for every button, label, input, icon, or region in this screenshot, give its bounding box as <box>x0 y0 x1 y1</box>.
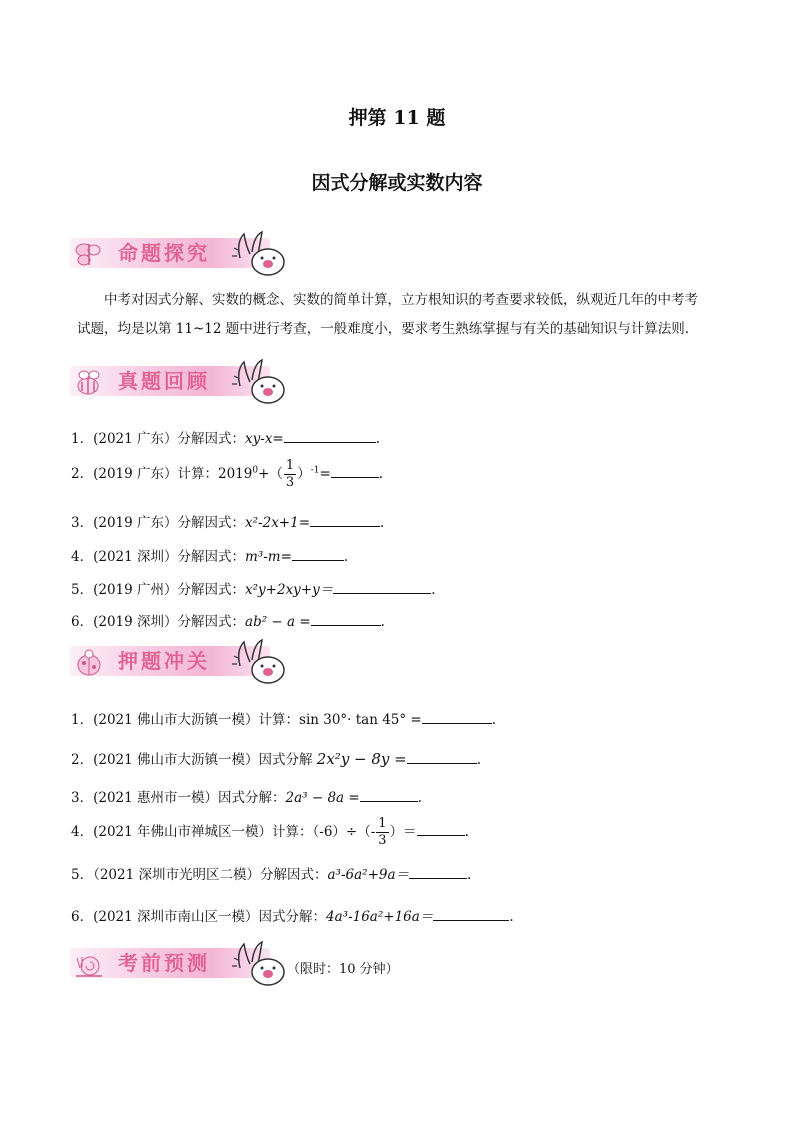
question-end: . <box>375 431 381 447</box>
snail-icon <box>72 948 106 980</box>
review-question-4 <box>71 545 348 565</box>
question-end: . <box>417 790 422 806</box>
operator: +（ <box>258 466 283 482</box>
answer-blank[interactable] <box>422 709 492 724</box>
section-title: 命题探究 <box>118 241 210 265</box>
review-question-3 <box>71 511 384 531</box>
paren: ）＝ <box>389 824 417 840</box>
question-end: . <box>491 712 497 728</box>
question-prefix: 2．(2019 广东）计算：2019 <box>71 466 253 482</box>
answer-blank[interactable] <box>284 428 376 443</box>
question-expression: x²-2x+1= <box>245 515 311 531</box>
question-expression: 4a³-16a²+16a＝ <box>326 909 434 925</box>
question-end: . <box>380 515 385 531</box>
question-end: . <box>431 582 436 598</box>
answer-blank[interactable] <box>331 463 379 478</box>
question-expression: 2a³ − 8a = <box>285 790 360 806</box>
question-prefix: 6．(2021 深圳市南山区一模）因式分解： <box>71 909 327 925</box>
exponent: 0 <box>252 465 259 476</box>
section-banner-3 <box>70 638 285 686</box>
practice-question-5 <box>71 863 471 883</box>
fraction <box>376 816 388 849</box>
question-prefix: 1．(2021 广东）分解因式： <box>71 431 246 447</box>
answer-blank[interactable] <box>417 821 465 836</box>
page-subtitle: 因式分解或实数内容 <box>311 172 483 194</box>
review-question-6 <box>71 610 385 630</box>
numerator: 1 <box>378 816 387 831</box>
bee-icon <box>72 366 106 398</box>
question-expression: m³-m= <box>245 549 292 565</box>
question-end: . <box>380 614 385 630</box>
equals: = <box>319 466 331 482</box>
question-end: . <box>509 909 514 925</box>
practice-question-3 <box>71 786 422 806</box>
question-prefix: 6．(2019 深圳）分解因式： <box>71 614 246 630</box>
answer-blank[interactable] <box>292 546 344 561</box>
fraction <box>284 458 296 491</box>
numerator: 1 <box>285 458 295 473</box>
time-limit-note: （限时：10 分钟） <box>287 962 399 977</box>
answer-blank[interactable] <box>433 906 509 921</box>
answer-blank[interactable] <box>407 749 477 764</box>
practice-question-2 <box>71 748 481 768</box>
question-expression: 2x²y − 8y = <box>316 750 407 768</box>
bunny-icon <box>232 228 290 280</box>
exponent: -1 <box>310 465 320 476</box>
question-expression: ab² − a = <box>245 614 311 630</box>
paren: ） <box>297 466 311 482</box>
review-question-1 <box>71 427 380 447</box>
page-title: 押第 11 题 <box>348 107 446 129</box>
answer-blank[interactable] <box>310 512 380 527</box>
question-prefix: 5．（2021 深圳市光明区二模）分解因式： <box>71 867 328 883</box>
review-question-2 <box>71 458 383 491</box>
question-expression: a³-6a²+9a＝ <box>327 867 410 883</box>
question-end: . <box>476 752 482 768</box>
bunny-icon <box>232 636 290 688</box>
section-banner-4 <box>70 940 285 988</box>
question-expression: x²y+2xy+y＝ <box>245 582 334 598</box>
ladybug-icon <box>72 646 106 678</box>
practice-question-4 <box>71 816 469 849</box>
butterfly-icon <box>72 238 106 270</box>
answer-blank[interactable] <box>360 787 418 802</box>
denominator: 3 <box>285 475 295 490</box>
question-prefix: 5．(2019 广州）分解因式： <box>71 582 246 598</box>
question-end: . <box>464 824 469 840</box>
question-prefix: 1．(2021 佛山市大沥镇一模）计算： <box>71 712 300 728</box>
review-question-5 <box>71 578 436 598</box>
section-title: 真题回顾 <box>118 369 210 393</box>
question-prefix: 3．(2021 惠州市一模）因式分解： <box>71 790 286 806</box>
intro-line-1: 中考对因式分解、实数的概念、实数的简单计算，立方根知识的考查要求较低，纵观近几年的中考考 <box>104 292 698 308</box>
section-title: 押题冲关 <box>118 649 210 673</box>
section-banner-1 <box>70 230 285 278</box>
question-end: . <box>343 549 349 565</box>
question-prefix: 3．(2019 广东）分解因式： <box>71 515 246 531</box>
question-end: . <box>378 466 384 482</box>
answer-blank[interactable] <box>409 864 467 879</box>
practice-question-6 <box>71 905 514 925</box>
denominator: 3 <box>378 833 387 848</box>
section-banner-2 <box>70 358 285 406</box>
practice-question-1 <box>71 708 496 728</box>
bunny-icon <box>232 356 290 408</box>
question-expression: xy-x= <box>245 431 284 447</box>
bunny-icon <box>232 938 290 990</box>
question-expression: sin 30°· tan 45° = <box>299 712 422 728</box>
section-title: 考前预测 <box>118 951 210 975</box>
intro-paragraph <box>77 286 727 344</box>
answer-blank[interactable] <box>311 611 381 626</box>
question-prefix: 4．(2021 深圳）分解因式： <box>71 549 246 565</box>
intro-line-2: 试题，均是以第 11~12 题中进行考查，一般难度小，要求考生熟练掌握与有关的基础知识与计算法则. <box>77 321 690 337</box>
question-prefix: 2．(2021 佛山市大沥镇一模）因式分解 <box>71 752 317 768</box>
question-end: . <box>467 867 472 883</box>
answer-blank[interactable] <box>333 579 431 594</box>
question-prefix: 4．(2021 年佛山市禅城区一模）计算：（-6）÷（- <box>71 824 376 840</box>
